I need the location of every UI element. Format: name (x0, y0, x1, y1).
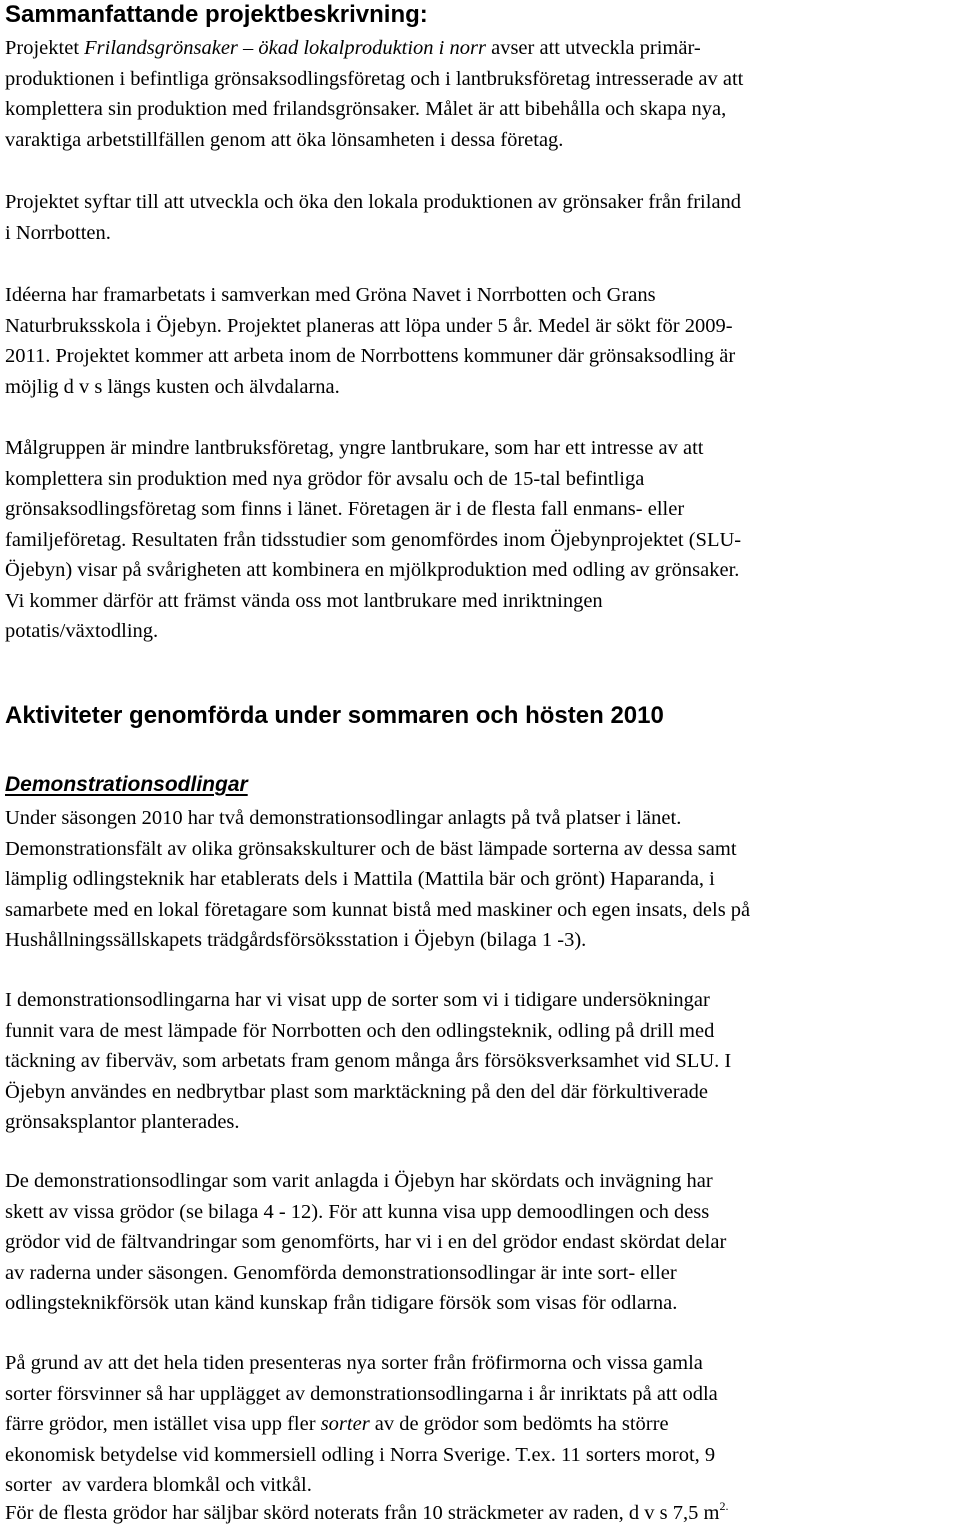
text-line: varaktiga arbetstillfällen genom att öka lönsamheten i dessa företag. (5, 128, 564, 151)
text-line: samarbete med en lokal företagare som kunnat bistå med maskiner och egen insats, dels på (5, 898, 751, 921)
text-line: Under säsongen 2010 har två demonstrationsodlingar anlagts på två platser i länet. (5, 807, 682, 829)
text-line: Hushållningssällskapets trädgårdsförsöksstation i Öjebyn (bilaga 1 -3). (5, 929, 587, 951)
text-line: Vi kommer därför att främst vända oss mot lantbrukare med inriktningen (5, 589, 603, 612)
text-line: Demonstrationsfält av olika grönsakskulturer och de bäst lämpade sorterna av dessa samt (5, 837, 737, 860)
summary-paragraph-3 (5, 280, 957, 402)
text-line: komplettera sin produktion med frilandsgrönsaker. Målet är att bibehålla och skapa nya, (5, 98, 727, 120)
summary-paragraph-1 (5, 33, 957, 155)
text-line: ekonomisk betydelse vid kommersiell odling i Norra Sverige. T.ex. 11 sorters morot, 9 (5, 1443, 716, 1466)
text-line: För de flesta grödor har säljbar skörd noterats från 10 sträckmeter av raden, d v s 7,5 $m^{2.}$ (5, 1499, 729, 1524)
text-line: Målgruppen är mindre lantbruksföretag, yngre lantbrukare, som har ett intresse av att (5, 437, 704, 459)
demonstration-subheading: Demonstrationsodlingar (5, 773, 248, 796)
text-line: odlingsteknikförsök utan känd kunskap från tidigare försök som visas för odlarna. (5, 1292, 678, 1314)
text-line: möjlig d v s längs kusten och älvdalarna. (5, 375, 340, 398)
text-line: skett av vissa grödor (se bilaga 4 - 12). För att kunna visa upp demoodlingen och dess (5, 1200, 710, 1223)
text-line: Idéerna har framarbetats i samverkan med Gröna Navet i Norrbotten och Grans (5, 284, 656, 306)
text-line: av raderna under säsongen. Genomförda demonstrationsodlingar är inte sort- eller (5, 1261, 677, 1284)
text-line: täckning av fiberväv, som arbetats fram genom många års försöksverksamhet vid SLU. I (5, 1050, 732, 1072)
text-line: i Norrbotten. (5, 221, 111, 244)
activities-paragraph-5 (5, 1498, 957, 1529)
text-line: På grund av att det hela tiden presenteras nya sorter från fröfirmorna och vissa gamla (5, 1352, 703, 1374)
text-line: färre grödor, men istället visa upp fler sorter av de grödor som bedömts ha större (5, 1413, 669, 1435)
project-title: Frilandsgrönsaker – ökad lokalproduktion i norr (84, 37, 486, 59)
text-line: lämplig odlingsteknik har etablerats dels i Mattila (Mattila bär och grönt) Haparanda, i (5, 868, 715, 890)
text-line: Öjebyn användes en nedbrytbar plast som marktäckning på den del där förkultiverade (5, 1080, 709, 1103)
text-line: grönsaksplantor planterades. (5, 1111, 240, 1133)
text-line: Projektet syftar till att utveckla och öka den lokala produktionen av grönsaker från friland (5, 191, 742, 213)
summary-heading: Sammanfattande projektbeskrivning: (5, 1, 428, 28)
text-line: familjeföretag. Resultaten från tidsstudier som genomfördes inom Öjebynprojektet (SLU- (5, 528, 742, 551)
text-line: Naturbruksskola i Öjebyn. Projektet planeras att löpa under 5 år. Medel är sökt för 2009- (5, 314, 733, 337)
activities-paragraph-1 (5, 803, 957, 956)
activities-paragraph-4 (5, 1348, 957, 1501)
text-line: I demonstrationsodlingarna har vi visat upp de sorter som vi i tidigare undersökningar (5, 989, 710, 1011)
text-line: potatis/växtodling. (5, 620, 159, 642)
summary-paragraph-2 (5, 187, 957, 248)
activities-heading: Aktiviteter genomförda under sommaren och hösten 2010 (5, 702, 664, 729)
text-line: Projektet Frilandsgrönsaker – ökad lokalproduktion i norr avser att utveckla primär- (5, 37, 701, 59)
text-line: Öjebyn) visar på svårigheten att kombinera en mjölkproduktion med odling av grönsaker. (5, 559, 740, 581)
text-line: funnit vara de mest lämpade för Norrbotten och den odlingsteknik, odling på drill med (5, 1019, 715, 1042)
text-line: produktionen i befintliga grönsaksodlingsföretag och i lantbruksföretag intresserade av att (5, 67, 744, 90)
text-line: sorter av vardera blomkål och vitkål. (5, 1474, 312, 1496)
activities-paragraph-3 (5, 1166, 957, 1319)
emphasis-sorter: sorter (320, 1413, 370, 1435)
summary-paragraph-4 (5, 433, 957, 647)
activities-paragraph-2 (5, 985, 957, 1138)
text-line: grönsaksodlingsföretag som finns i länet. Företagen är i de flesta fall enmans- eller (5, 498, 685, 520)
text-line: grödor vid de fältvandringar som genomförts, har vi i en del grödor endast skördat delar (5, 1231, 727, 1253)
text-line: komplettera sin produktion med nya grödor för avsalu och de 15-tal befintliga (5, 467, 645, 490)
text-line: 2011. Projektet kommer att arbeta inom de Norrbottens kommuner där grönsaksodling är (5, 345, 736, 367)
text-line: De demonstrationsodlingar som varit anlagda i Öjebyn har skördats och invägning har (5, 1170, 713, 1192)
superscript: 2. (719, 1499, 729, 1513)
text-line: sorter försvinner så har upplägget av demonstrationsodlingarna i år inriktats på att odla (5, 1382, 718, 1405)
